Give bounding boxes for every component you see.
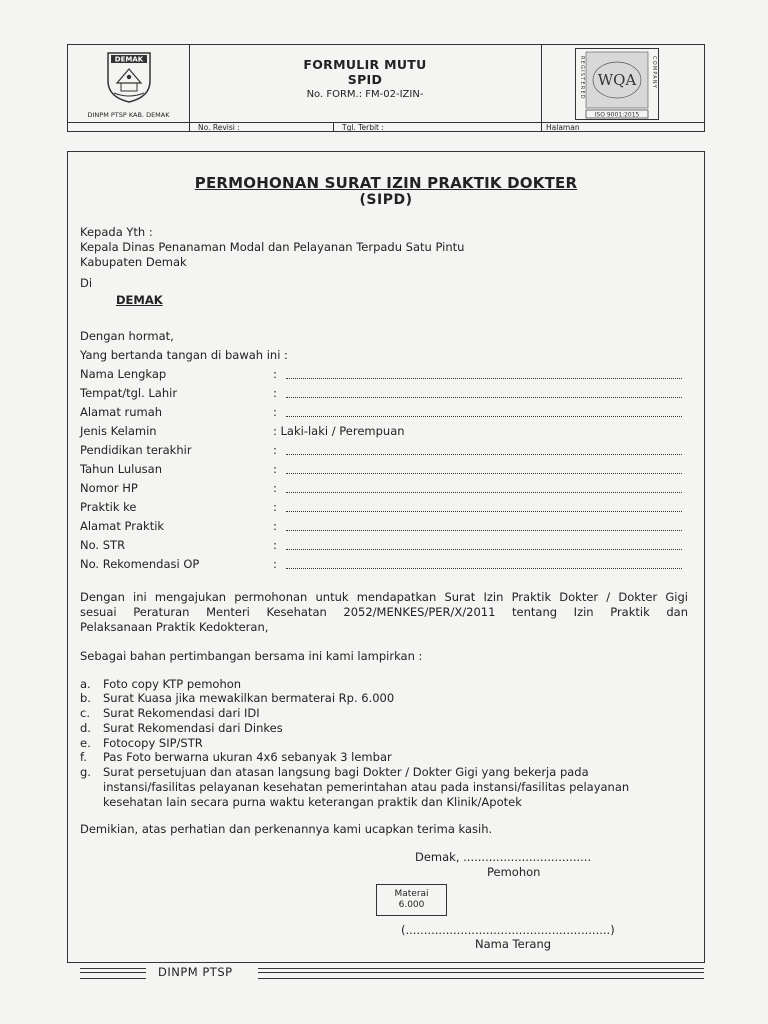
form-title-line2: SPID [347, 72, 383, 87]
field-label: Alamat rumah [80, 405, 163, 419]
document-subtitle: (SIPD) [359, 192, 413, 208]
attachment-item: Surat Kuasa jika mewakilkan bermaterai Rp. 6.000 [103, 691, 395, 705]
alamat-rumah-field[interactable] [286, 416, 682, 417]
demak-logo [68, 45, 189, 122]
issue-date-label: Tgl. Terbit : [342, 123, 384, 132]
recipient-office: Kepala Dinas Penanaman Modal dan Pelayanan Terpadu Satu Pintu [80, 240, 465, 254]
attachment-letter: c. [80, 706, 90, 720]
attachment-item: Foto copy KTP pemohon [103, 677, 242, 691]
attachment-item-continuation: instansi/fasilitas pelayanan kesehatan pemerintahan atau pada instansi/fasilitas pelayanan [103, 780, 630, 794]
cert-side-right-text: COMPANY [651, 56, 657, 90]
intro-text: Yang bertanda tangan di bawah ini : [80, 348, 288, 362]
attachment-item: Pas Foto berwarna ukuran 4x6 sebanyak 3 lembar [103, 750, 392, 764]
field-label: Nomor HP [80, 481, 138, 495]
form-title-line1: FORMULIR MUTU [303, 57, 427, 72]
header-divider [541, 45, 542, 131]
sign-name-label: Nama Terang [475, 937, 552, 951]
recipient-di: Di [80, 276, 93, 290]
attachment-item: Surat Rekomendasi dari Dinkes [103, 721, 283, 735]
attachment-item: Surat persetujuan dan atasan langsung bagi Dokter / Dokter Gigi yang bekerja pada [103, 765, 589, 779]
field-colon: : [273, 367, 277, 381]
cert-side-left-text: REGISTERED [579, 56, 585, 100]
footer-rule-left [80, 968, 146, 979]
attachment-letter: b. [80, 691, 91, 705]
duty-stamp-box [376, 884, 447, 916]
request-paragraph-line2: sesuai Peraturan Menteri Kesehatan 2052/MENKES/PER/X/2011 tentang Izin Praktik dan [80, 605, 688, 619]
pendidikan-terakhir-field[interactable] [286, 454, 682, 455]
attachment-letter: f. [80, 750, 87, 764]
field-colon: : [273, 481, 277, 495]
nama-lengkap-field[interactable] [286, 378, 682, 379]
greeting-text: Dengan hormat, [80, 329, 174, 343]
form-header [67, 44, 705, 132]
field-label: No. Rekomendasi OP [80, 557, 200, 571]
form-number: No. FORM.: FM-02-IZIN- [306, 89, 424, 100]
field-colon: : [273, 405, 277, 419]
jenis-kelamin-options[interactable]: : Laki-laki / Perempuan [273, 424, 405, 438]
field-label: Pendidikan terakhir [80, 443, 192, 457]
recipient-city: DEMAK [116, 293, 163, 307]
field-label: Tahun Lulusan [80, 462, 162, 476]
closing-text: Demikian, atas perhatian dan perkenannya kami ucapkan terima kasih. [80, 822, 493, 836]
logo-text: DEMAK [114, 55, 144, 64]
recipient-salutation: Kepada Yth : [80, 225, 153, 239]
stamp-label: Materai [394, 889, 429, 899]
wqa-certification-icon [575, 48, 659, 120]
attachment-item-continuation: kesehatan lain secara purna waktu keterangan praktik dan Klinik/Apotek [103, 795, 522, 809]
field-colon: : [273, 519, 277, 533]
field-label: Alamat Praktik [80, 519, 165, 533]
attachment-item: Fotocopy SIP/STR [103, 736, 203, 750]
praktik-ke-field[interactable] [286, 511, 682, 512]
field-label: Nama Lengkap [80, 367, 167, 381]
no-str-field[interactable] [286, 549, 682, 550]
logo-caption: DINPM PTSP KAB. DEMAK [87, 111, 170, 119]
footer-rule-right [258, 968, 704, 979]
tahun-lulusan-field[interactable] [286, 473, 682, 474]
attachment-letter: d. [80, 721, 91, 735]
tempat-tgl-lahir-field[interactable] [286, 397, 682, 398]
footer-text: DINPM PTSP [158, 965, 233, 979]
nomor-hp-field[interactable] [286, 492, 682, 493]
attachment-item: Surat Rekomendasi dari IDI [103, 706, 260, 720]
header-divider [333, 122, 334, 131]
demak-crest-icon [105, 51, 153, 103]
request-paragraph-line1: Dengan ini mengajukan permohonan untuk mendapatkan Surat Izin Praktik Dokter / Dokter Gigi [80, 590, 688, 604]
sign-place-date[interactable]: Demak, ................................... [415, 850, 592, 864]
field-label: Praktik ke [80, 500, 137, 514]
sign-role: Pemohon [487, 865, 541, 879]
alamat-praktik-field[interactable] [286, 530, 682, 531]
attachment-letter: a. [80, 677, 91, 691]
recipient-region: Kabupaten Demak [80, 255, 187, 269]
field-colon: : [273, 500, 277, 514]
field-label: No. STR [80, 538, 126, 552]
request-paragraph-line3: Pelaksanaan Praktik Kedokteran, [80, 620, 269, 634]
sign-name-line[interactable]: (........................................................) [401, 923, 615, 937]
attachment-letter: g. [80, 765, 91, 779]
document-title: PERMOHONAN SURAT IZIN PRAKTIK DOKTER [194, 174, 578, 192]
field-colon: : [273, 462, 277, 476]
stamp-value: 6.000 [398, 900, 425, 910]
page-label: Halaman [546, 123, 580, 132]
field-colon: : [273, 386, 277, 400]
field-label: Tempat/tgl. Lahir [80, 386, 178, 400]
field-label: Jenis Kelamin [80, 424, 157, 438]
field-colon: : [273, 443, 277, 457]
attachments-intro: Sebagai bahan pertimbangan bersama ini kami lampirkan : [80, 649, 423, 663]
wqa-logo-text: WQA [597, 71, 637, 89]
field-colon: : [273, 557, 277, 571]
cert-iso-text: ISO 9001:2015 [594, 111, 640, 119]
no-rekomendasi-op-field[interactable] [286, 568, 682, 569]
revision-label: No. Revisi : [198, 123, 240, 132]
attachment-letter: e. [80, 736, 91, 750]
field-colon: : [273, 538, 277, 552]
header-divider [68, 122, 704, 123]
